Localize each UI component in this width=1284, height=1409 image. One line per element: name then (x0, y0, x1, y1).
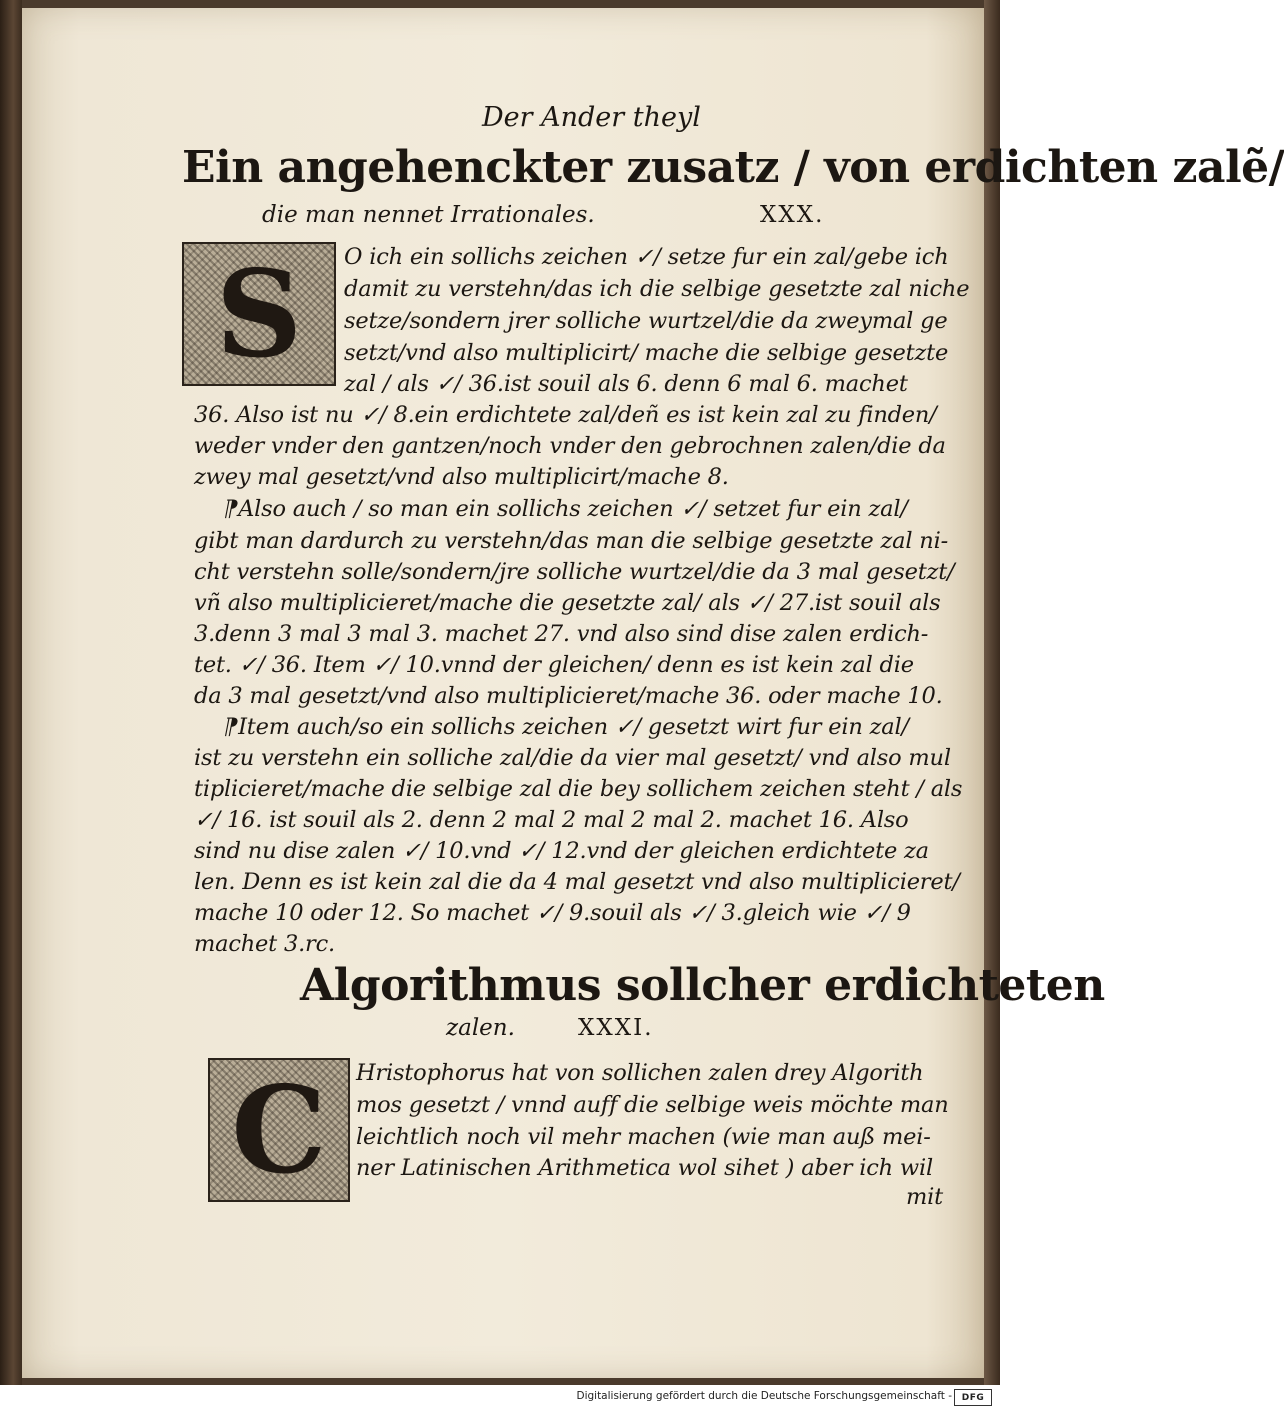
body-line: ner Latinischen Arithmetica wol sihet ) aber ich wil (356, 1155, 933, 1181)
section-subheading-xxx: die man nennet Irrationales. (262, 202, 595, 228)
body-line: weder vnder den gantzen/noch vnder den gebrochnen zalen/die da (194, 433, 946, 459)
catchword: mit (906, 1184, 943, 1210)
body-line: 3.denn 3 mal 3 mal 3. machet 27. vnd also sind dise zalen erdich- (194, 621, 929, 647)
body-line: leichtlich noch vil mehr machen (wie man auß mei- (356, 1124, 931, 1150)
decorated-initial-c (208, 1058, 350, 1202)
running-head: Der Ander theyl (482, 102, 701, 133)
section-number-xxx: XXX. (760, 202, 825, 228)
book-spine-edge (0, 0, 22, 1385)
body-line: Hristophorus hat von sollichen zalen drey Algorith (356, 1060, 924, 1086)
body-line: mos gesetzt / vnnd auff die selbige weis möchte man (356, 1092, 949, 1118)
section-heading-xxx: Ein angehenckter zusatz / von erdichten zalẽ/ (182, 142, 1284, 193)
body-line: ⁋Also auch / so man ein sollichs zeichen ✓/ setzet fur ein zal/ (224, 496, 908, 522)
body-line: sind nu dise zalen ✓/ 10.vnd ✓/ 12.vnd der gleichen erdichtete za (194, 838, 929, 864)
body-line: zal / als ✓/ 36.ist souil als 6. denn 6 mal 6. machet (344, 371, 908, 397)
body-line: machet 3.rc. (194, 931, 335, 957)
body-line: ⁋Item auch/so ein sollichs zeichen ✓/ gesetzt wirt fur ein zal/ (224, 714, 909, 740)
body-line: tiplicieret/mache die selbige zal die bey sollichem zeichen steht / als (194, 776, 963, 802)
initial-letter: C (231, 1059, 327, 1201)
body-line: mache 10 oder 12. So machet ✓/ 9.souil als ✓/ 3.gleich wie ✓/ 9 (194, 900, 911, 926)
dfg-logo: DFG (954, 1389, 992, 1406)
section-heading-xxxi: Algorithmus sollcher erdichteten (300, 960, 1105, 1011)
body-line: O ich ein sollichs zeichen ✓/ setze fur ein zal/gebe ich (344, 244, 949, 270)
body-line: tet. ✓/ 36. Item ✓/ 10.vnnd der gleichen/ denn es ist kein zal die (194, 652, 914, 678)
body-line: ✓/ 16. ist souil als 2. denn 2 mal 2 mal 2 mal 2. machet 16. Also (194, 807, 909, 833)
body-line: vñ also multiplicieret/mache die gesetzte zal/ als ✓/ 27.ist souil als (194, 590, 941, 616)
body-line: cht verstehn solle/sondern/jre solliche wurtzel/die da 3 mal gesetzt/ (194, 559, 955, 585)
section-number-xxxi: XXXI. (578, 1015, 654, 1041)
footer-bar (0, 1385, 1000, 1409)
body-line: 36. Also ist nu ✓/ 8.ein erdichtete zal/deñ es ist kein zal zu finden/ (194, 402, 937, 428)
body-line: setze/sondern jrer solliche wurtzel/die da zweymal ge (344, 308, 948, 334)
body-line: setzt/vnd also multiplicirt/ mache die selbige gesetzte (344, 340, 949, 366)
section-subheading-xxxi: zalen. (446, 1015, 515, 1041)
body-line: da 3 mal gesetzt/vnd also multiplicieret/mache 36. oder mache 10. (194, 683, 943, 709)
body-line: ist zu verstehn ein solliche zal/die da vier mal gesetzt/ vnd also mul (194, 745, 951, 771)
decorated-initial-s (182, 242, 336, 386)
body-line: zwey mal gesetzt/vnd also multiplicirt/mache 8. (194, 464, 729, 490)
funding-notice: Digitalisierung gefördert durch die Deutsche Forschungsgemeinschaft - (576, 1390, 952, 1402)
book-right-edge (984, 0, 1000, 1385)
body-line: damit zu verstehn/das ich die selbige gesetzte zal niche (344, 276, 970, 302)
initial-letter: S (215, 243, 303, 385)
body-line: len. Denn es ist kein zal die da 4 mal gesetzt vnd also multiplicieret/ (194, 869, 960, 895)
body-line: gibt man dardurch zu verstehn/das man die selbige gesetzte zal ni- (194, 528, 948, 554)
